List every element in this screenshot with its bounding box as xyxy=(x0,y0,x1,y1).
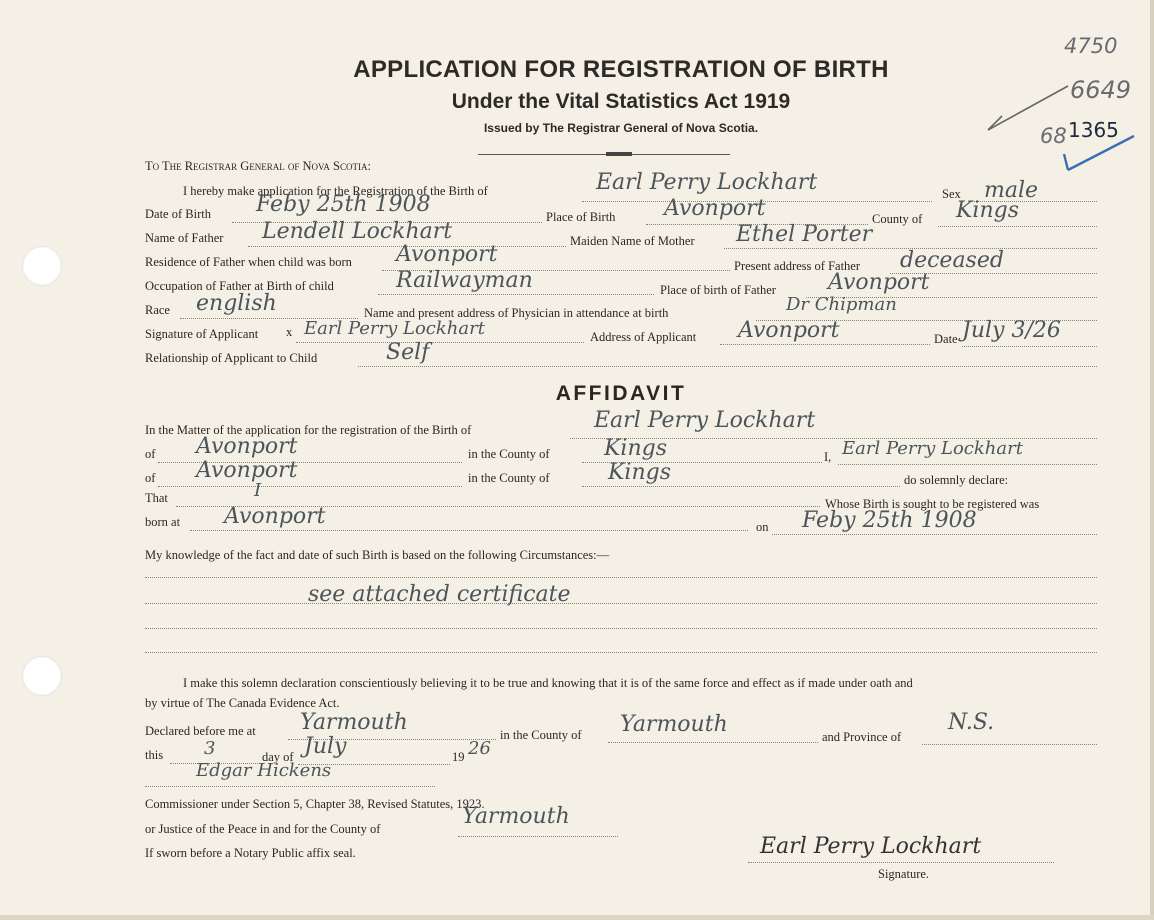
affidavit-heading: AFFIDAVIT xyxy=(555,382,687,405)
circumstances-value: see attached certificate xyxy=(308,582,571,607)
that-label: That xyxy=(145,491,168,505)
born-at-value: Avonport xyxy=(224,504,326,529)
dotted-line xyxy=(145,786,435,787)
dotted-line xyxy=(145,577,1097,578)
intro-label: I hereby make application for the Registration of the Birth of xyxy=(183,184,488,198)
signature-caption: Signature. xyxy=(878,867,930,881)
present-address-label: Present address of Father xyxy=(734,259,861,273)
sex-label: Sex xyxy=(942,187,961,201)
declare-label: do solemnly declare: xyxy=(904,473,1009,487)
of-label: of xyxy=(145,447,156,461)
margin-note: 68 xyxy=(1040,124,1067,148)
dotted-line xyxy=(720,344,930,345)
declarant-value: Earl Perry Lockhart xyxy=(842,438,1023,459)
county-value: Kings xyxy=(604,436,668,461)
dotted-line xyxy=(145,628,1097,629)
justice-label: or Justice of the Peace in and for the County of xyxy=(145,822,381,836)
dotted-line xyxy=(772,534,1097,535)
declared-place-value: Yarmouth xyxy=(300,710,408,735)
father-birthplace-label: Place of birth of Father xyxy=(660,283,776,297)
day-label: day of xyxy=(262,750,294,764)
commissioner-signature: Edgar Hickens xyxy=(196,760,332,781)
born-at-label: born at xyxy=(145,515,181,529)
dotted-line xyxy=(158,486,462,487)
applicant-signature-value: Earl Perry Lockhart xyxy=(304,318,485,339)
title-rule-ornament xyxy=(606,152,632,156)
declaration-text: I make this solemn declaration conscientiously believing it to be true and knowing that it is of the same force and effect as if made under oath and xyxy=(183,676,913,690)
dotted-line xyxy=(938,226,1097,227)
punch-hole xyxy=(22,246,62,286)
notary-label: If sworn before a Notary Public affix seal. xyxy=(145,846,356,860)
declarant-signature: Earl Perry Lockhart xyxy=(760,834,982,859)
date-value: July 3/26 xyxy=(962,318,1061,343)
county-label: in the County of xyxy=(468,447,550,461)
dotted-line xyxy=(748,862,1054,863)
county-label: in the County of xyxy=(468,471,550,485)
dotted-line xyxy=(922,744,1097,745)
dotted-line xyxy=(145,603,1097,604)
applicant-address-label: Address of Applicant xyxy=(590,330,697,344)
day-value: 3 xyxy=(204,738,216,759)
declared-county-value: Yarmouth xyxy=(620,712,728,737)
physician-value: Dr Chipman xyxy=(786,294,897,315)
whose-birth-label: Whose Birth is sought to be registered was xyxy=(825,497,1040,511)
knowledge-label: My knowledge of the fact and date of such Birth is based on the following Circumstances:— xyxy=(145,548,610,562)
dotted-line xyxy=(190,530,748,531)
year-prefix: 19 xyxy=(452,750,465,764)
dotted-line xyxy=(358,366,1097,367)
race-value: english xyxy=(196,291,277,316)
matter-label: In the Matter of the application for the registration of the Birth of xyxy=(145,423,472,437)
date-label: Date xyxy=(934,332,958,346)
dotted-line xyxy=(296,342,584,343)
matter-name-value: Earl Perry Lockhart xyxy=(594,408,816,433)
margin-note: 6649 xyxy=(1070,76,1132,104)
born-on-value: Feby 25th 1908 xyxy=(802,508,977,533)
addressee: To The Registrar General of Nova Scotia: xyxy=(145,159,371,173)
applicant-signature-label: Signature of Applicant xyxy=(145,327,259,341)
father-label: Name of Father xyxy=(145,231,224,245)
on-label: on xyxy=(756,520,769,534)
occupation-label: Occupation of Father at Birth of child xyxy=(145,279,334,293)
margin-note: 1365 xyxy=(1068,118,1119,142)
father-birthplace-value: Avonport xyxy=(828,270,930,295)
residence-label: Residence of Father when child was born xyxy=(145,255,352,269)
this-label: this xyxy=(145,748,164,762)
dotted-line xyxy=(378,294,654,295)
paper-edge xyxy=(0,915,1154,920)
father-value: Lendell Lockhart xyxy=(262,219,453,244)
county-value: Kings xyxy=(608,460,672,485)
relationship-label: Relationship of Applicant to Child xyxy=(145,351,318,365)
of-label: of xyxy=(145,471,156,485)
physician-label: Name and present address of Physician in attendance at birth xyxy=(364,306,669,320)
relationship-value: Self xyxy=(386,340,430,365)
month-value: July xyxy=(304,734,347,759)
declared-label: Declared before me at xyxy=(145,724,256,738)
occupation-value: Railwayman xyxy=(396,268,533,293)
declaration-text: by virtue of The Canada Evidence Act. xyxy=(145,696,340,710)
form-title: APPLICATION FOR REGISTRATION OF BIRTH xyxy=(353,56,889,83)
punch-hole xyxy=(22,656,62,696)
province-value: N.S. xyxy=(948,710,995,735)
declared-county-label: in the County of xyxy=(500,728,582,742)
dob-label: Date of Birth xyxy=(145,207,211,221)
i-label: I, xyxy=(824,450,832,464)
residence-value: Avonport xyxy=(396,242,498,267)
year-value: 26 xyxy=(468,738,491,759)
paper-edge xyxy=(1150,0,1154,920)
mother-label: Maiden Name of Mother xyxy=(570,234,695,248)
place-of-birth-value: Avonport xyxy=(664,196,766,221)
issued-by: Issued by The Registrar General of Nova Scotia. xyxy=(483,121,759,135)
present-address-value: deceased xyxy=(900,248,1004,273)
dotted-line xyxy=(838,464,1097,465)
dob-value: Feby 25th 1908 xyxy=(256,192,431,217)
of-value: Avonport xyxy=(196,458,298,483)
that-value: I xyxy=(254,480,262,501)
dotted-line xyxy=(145,652,1097,653)
county-value: Kings xyxy=(956,198,1020,223)
pencil-check-marks xyxy=(980,78,1140,178)
province-label: and Province of xyxy=(822,730,902,744)
applicant-address-value: Avonport xyxy=(738,318,840,343)
county-label: County of xyxy=(872,212,923,226)
race-label: Race xyxy=(145,303,170,317)
mother-value: Ethel Porter xyxy=(736,222,873,247)
dotted-line xyxy=(458,836,618,837)
dotted-line xyxy=(608,742,818,743)
dotted-line xyxy=(582,486,900,487)
place-of-birth-label: Place of Birth xyxy=(546,210,616,224)
margin-note: 4750 xyxy=(1064,34,1118,58)
commissioner-label: Commissioner under Section 5, Chapter 38, Revised Statutes, 1923. xyxy=(145,797,485,811)
dotted-line xyxy=(962,346,1097,347)
title-rule xyxy=(478,154,730,155)
child-name-value: Earl Perry Lockhart xyxy=(596,170,818,195)
of-value: Avonport xyxy=(196,434,298,459)
sex-value: male xyxy=(984,178,1039,203)
justice-county-value: Yarmouth xyxy=(462,804,570,829)
form-subtitle: Under the Vital Statistics Act 1919 xyxy=(451,90,791,113)
signature-mark: x xyxy=(286,325,293,339)
